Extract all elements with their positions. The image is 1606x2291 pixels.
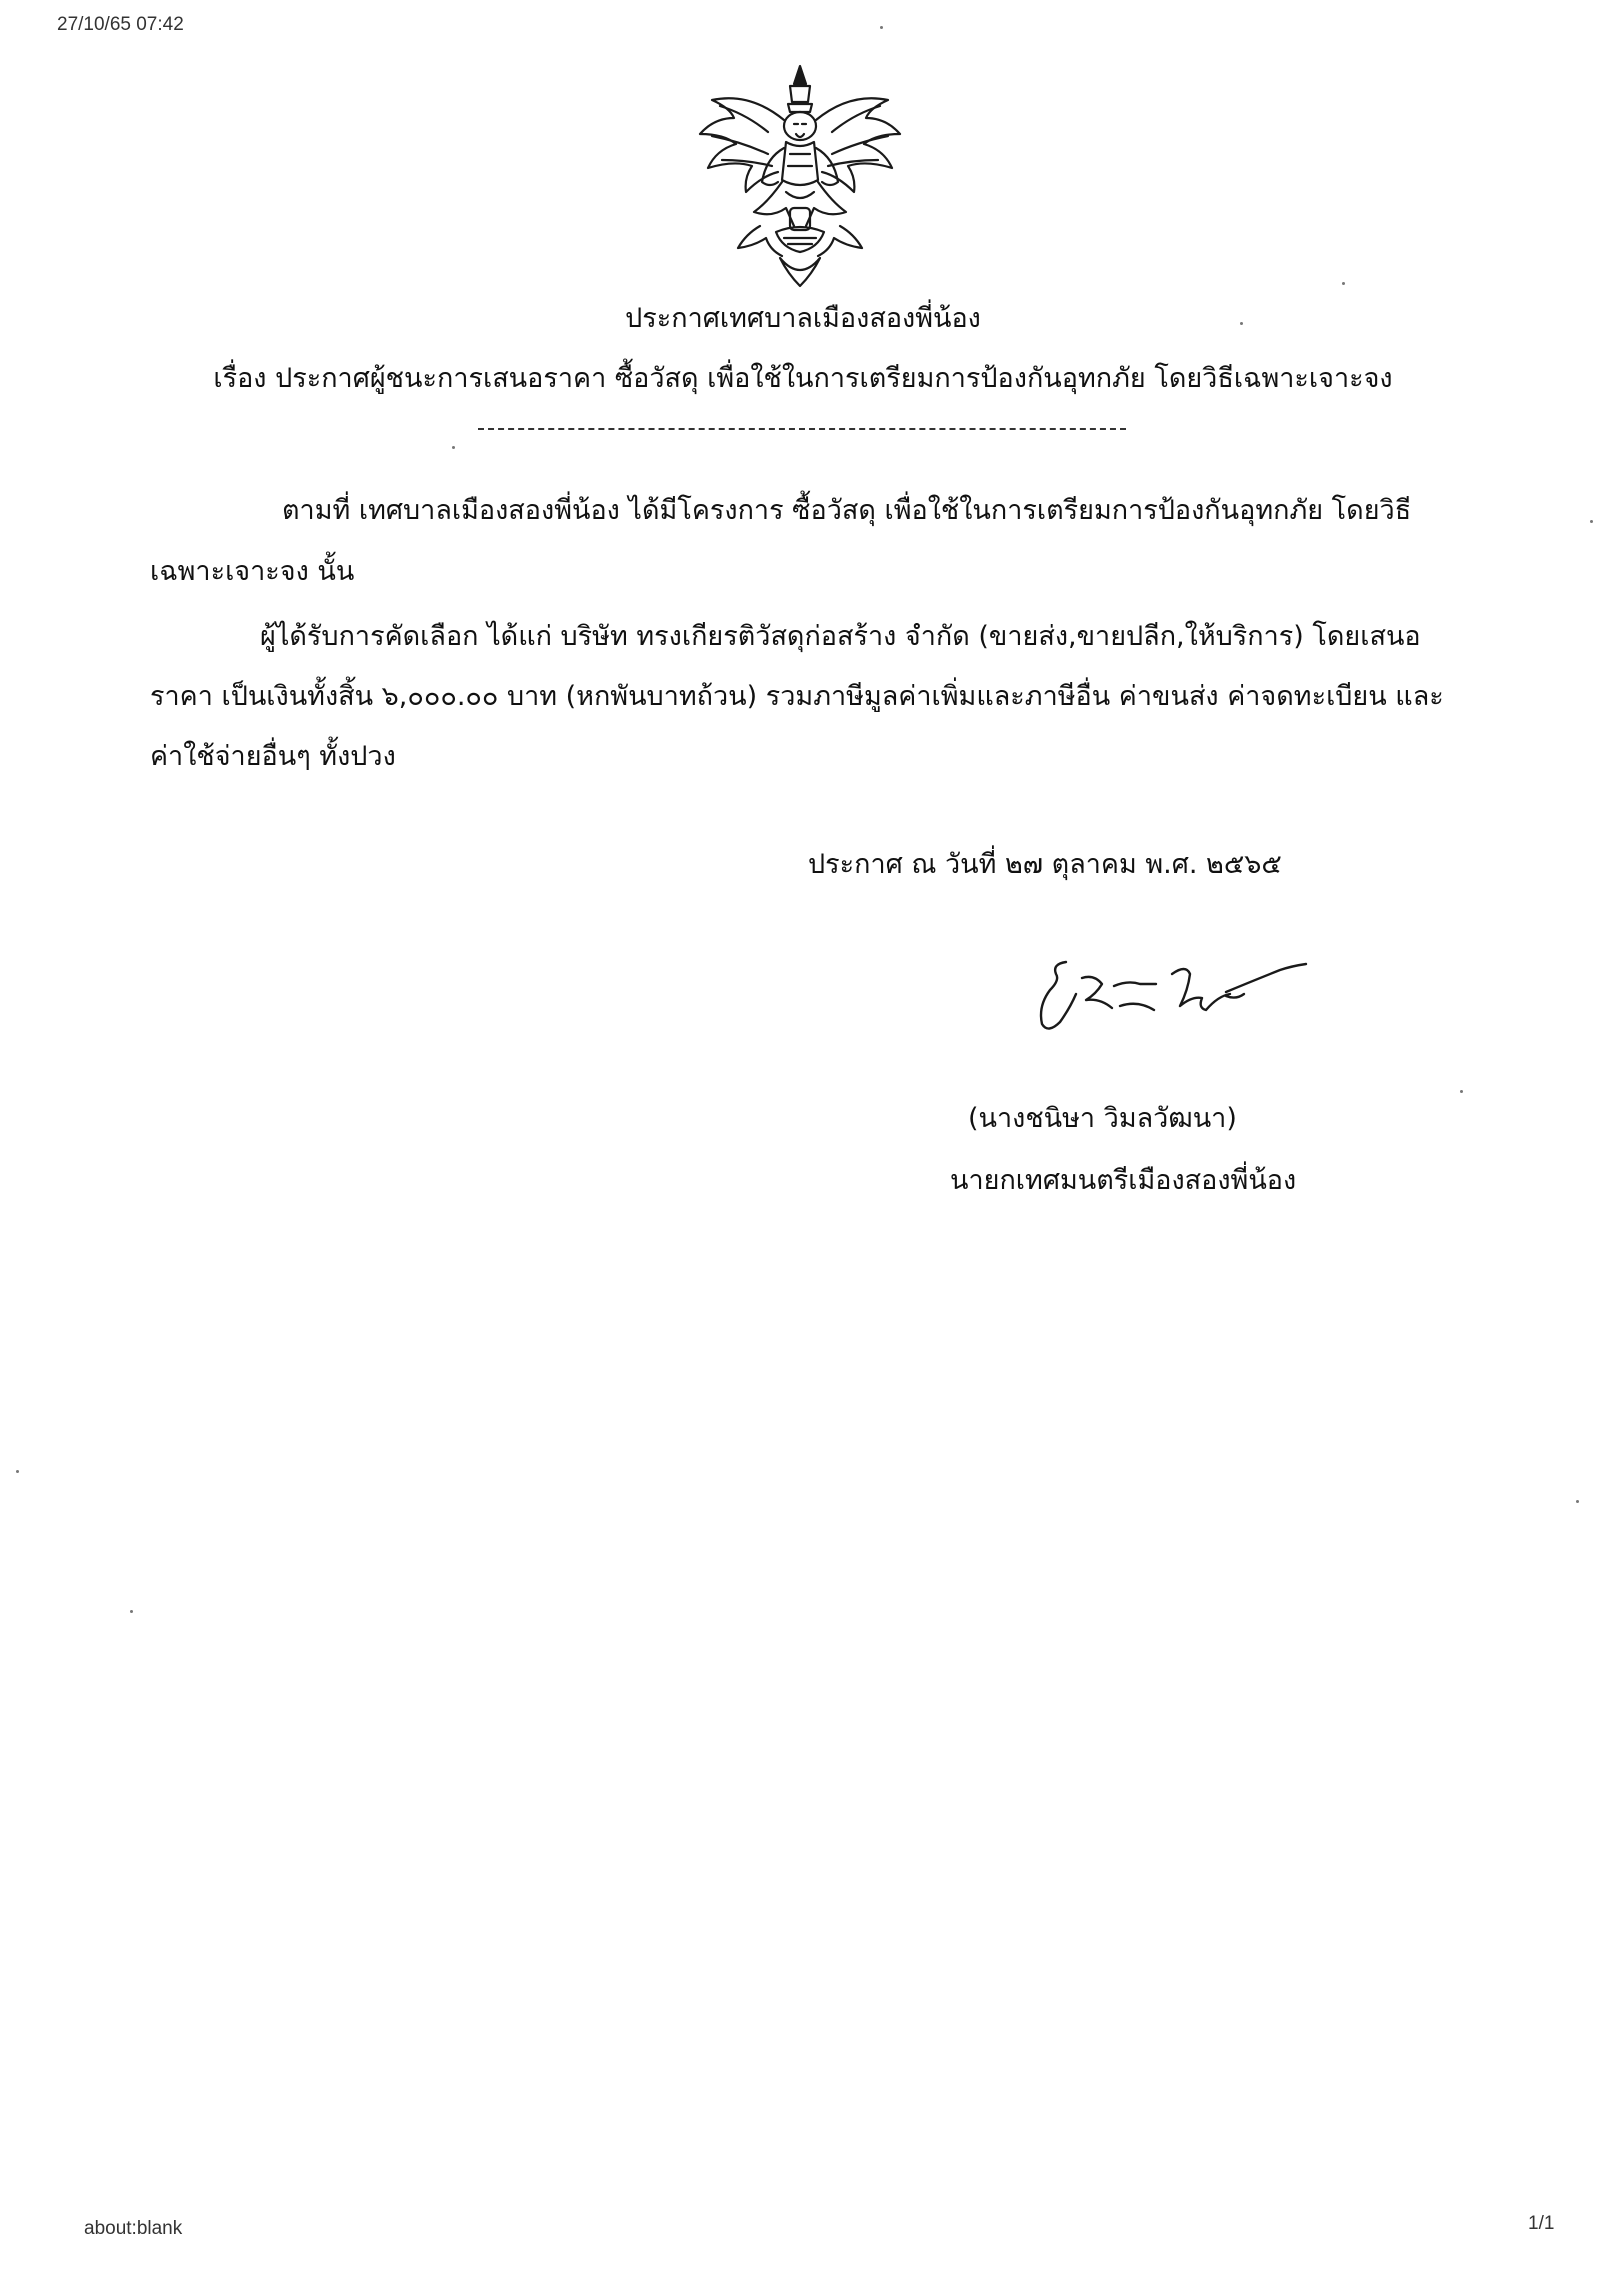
paragraph2-line3: ค่าใช้จ่ายอื่นๆ ทั้งปวง bbox=[150, 741, 396, 772]
scan-speck bbox=[880, 26, 883, 29]
paragraph1-line1: ตามที่ เทศบาลเมืองสองพี่น้อง ได้มีโครงการ ซื้อวัสดุ เพื่อใช้ในการเตรียมการป้องกันอุทกภัย โดยวิธี bbox=[282, 495, 1412, 526]
scan-speck bbox=[1240, 322, 1243, 325]
document-title: ประกาศเทศบาลเมืองสองพี่น้อง bbox=[625, 303, 981, 334]
scan-speck bbox=[16, 1470, 19, 1473]
dashed-separator bbox=[478, 428, 1126, 430]
print-url: about:blank bbox=[84, 2218, 183, 2239]
paragraph2-line1: ผู้ได้รับการคัดเลือก ได้แก่ บริษัท ทรงเกียรติวัสดุก่อสร้าง จำกัด (ขายส่ง,ขายปลีก,ให้บริการ) โดยเสนอ bbox=[260, 621, 1421, 652]
print-page-number: 1/1 bbox=[1528, 2213, 1555, 2234]
document-subject: เรื่อง ประกาศผู้ชนะการเสนอราคา ซื้อวัสดุ เพื่อใช้ในการเตรียมการป้องกันอุทกภัย โดยวิธีเฉพาะเจาะจง bbox=[213, 363, 1393, 394]
signer-name: (นางชนิษา วิมลวัฒนา) bbox=[968, 1103, 1237, 1134]
scan-speck bbox=[1342, 282, 1345, 285]
scan-speck bbox=[130, 1610, 133, 1613]
garuda-emblem-icon bbox=[690, 62, 910, 290]
scan-speck bbox=[1590, 520, 1593, 523]
paragraph2-line2: ราคา เป็นเงินทั้งสิ้น ๖,๐๐๐.๐๐ บาท (หกพันบาทถ้วน) รวมภาษีมูลค่าเพิ่มและภาษีอื่น ค่าขนส่ง ค่าจดทะเบียน และ bbox=[150, 681, 1444, 712]
print-timestamp: 27/10/65 07:42 bbox=[57, 14, 184, 35]
announcement-date: ประกาศ ณ วันที่ ๒๗ ตุลาคม พ.ศ. ๒๕๖๕ bbox=[808, 849, 1282, 880]
handwritten-signature bbox=[1030, 950, 1320, 1040]
paragraph1-line2: เฉพาะเจาะจง นั้น bbox=[150, 556, 355, 587]
signer-position: นายกเทศมนตรีเมืองสองพี่น้อง bbox=[950, 1165, 1297, 1196]
scan-speck bbox=[1576, 1500, 1579, 1503]
scan-speck bbox=[452, 446, 455, 449]
scan-speck bbox=[1460, 1090, 1463, 1093]
